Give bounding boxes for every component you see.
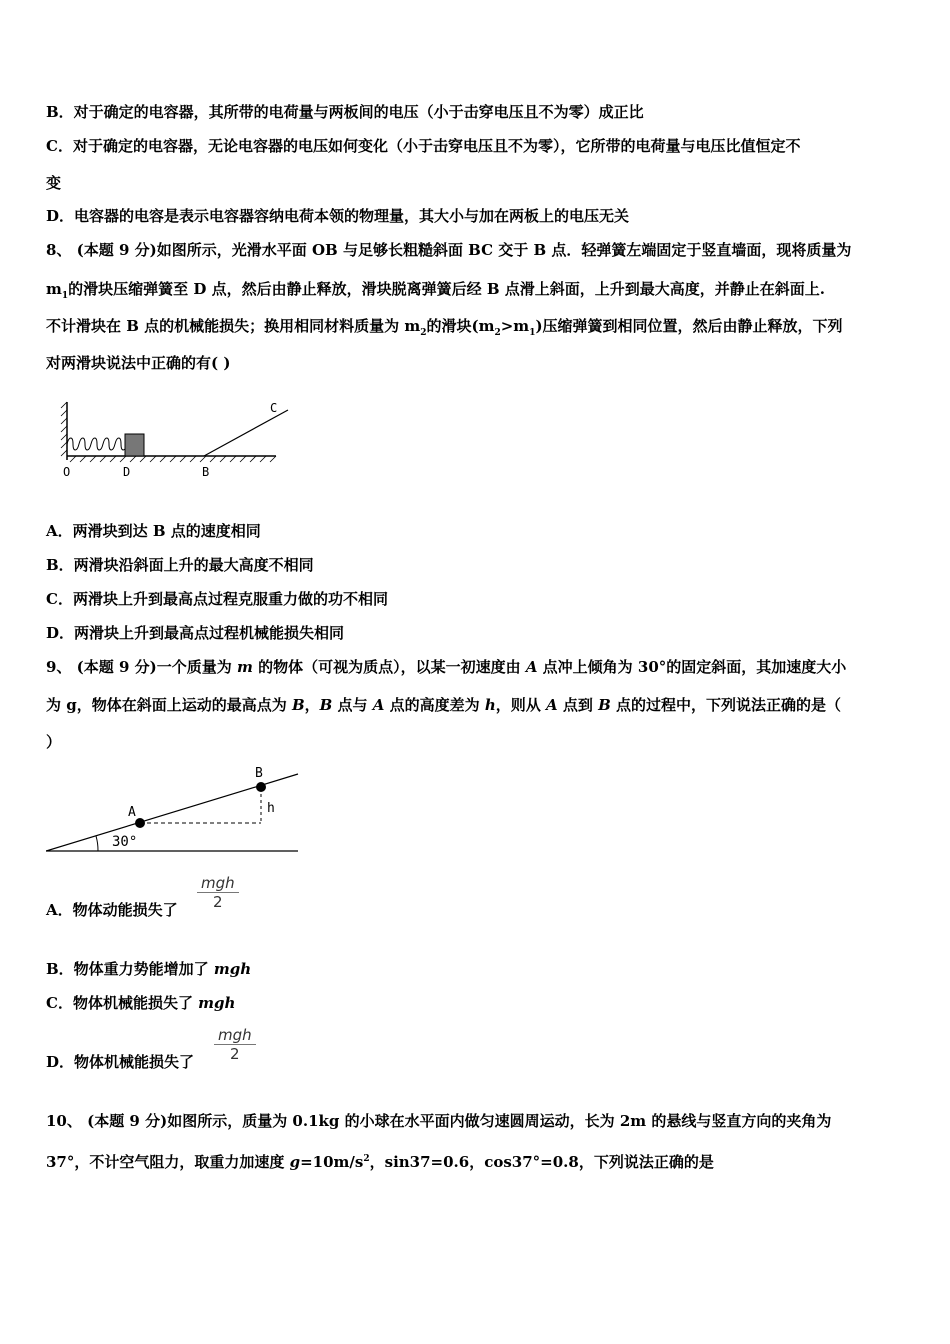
q10-score: (本题 9 分) bbox=[87, 1112, 168, 1130]
q8-text: 如图所示，光滑水平面 OB 与足够长粗糙斜面 BC 交于 B 点．轻弹簧左端固定于竖直墙面，现将质量为 bbox=[156, 241, 852, 259]
option-expr: mgh bbox=[198, 994, 236, 1012]
q9-text: 的物体（可视为质点），以某一初速度由 bbox=[252, 658, 526, 676]
q8-m: m bbox=[46, 280, 62, 298]
q9-text: 为 g，物体在斜面上运动的最高点为 bbox=[46, 696, 292, 714]
q7-option-c-line1: C．对于确定的电容器，无论电容器的电压如何变化（小于击穿电压且不为零），它所带的电荷量与电压比值恒定不 bbox=[46, 137, 801, 155]
q9-text: 点的高度差为 bbox=[384, 696, 485, 714]
q9-text: ， bbox=[304, 696, 320, 714]
q9-var: B bbox=[598, 696, 611, 714]
q9-option-d-fraction bbox=[214, 1026, 256, 1063]
q7-option-d: D．电容器的电容是表示电容器容纳电荷本领的物理量，其大小与加在两板上的电压无关 bbox=[46, 207, 630, 225]
fraction-numerator: mgh bbox=[197, 874, 239, 893]
q9-option-d: D．物体机械能损失了 bbox=[46, 1053, 195, 1071]
q8-sub: 2 bbox=[494, 328, 501, 338]
fraction-numerator: mgh bbox=[214, 1026, 256, 1045]
q8-option-d: D．两滑块上升到最高点过程机械能损失相同 bbox=[46, 624, 345, 642]
q9-var: m bbox=[236, 658, 253, 676]
label-b: B bbox=[255, 766, 263, 781]
label-o: O bbox=[63, 465, 71, 479]
q8-text: 的滑块(m bbox=[426, 317, 495, 335]
q9-text: ，则从 bbox=[495, 696, 547, 714]
q9-number: 9、 bbox=[46, 658, 72, 676]
q9-var: B bbox=[291, 696, 305, 714]
label-h: h bbox=[267, 801, 275, 816]
q9-text: 一个质量为 bbox=[156, 658, 237, 676]
q9-score: (本题 9 分) bbox=[76, 658, 157, 676]
option-text: B．物体重力势能增加了 bbox=[46, 960, 214, 978]
slider-block bbox=[125, 434, 144, 456]
label-a: A bbox=[128, 805, 136, 820]
q8-number: 8、 bbox=[46, 241, 72, 259]
q10-text: ，sin37=0.6，cos37°=0.8，下列说法正确的是 bbox=[369, 1153, 714, 1171]
q10-stem-line1 bbox=[46, 1111, 831, 1131]
option-expr: mgh bbox=[213, 960, 252, 978]
q9-option-a: A．物体动能损失了 bbox=[46, 901, 178, 919]
q9-var: A bbox=[372, 696, 385, 714]
spring-coil bbox=[67, 438, 134, 450]
q8-text: 不计滑块在 B 点的机械能损失；换用相同材料质量为 m bbox=[46, 317, 421, 335]
q9-text: 点与 bbox=[332, 696, 373, 714]
q10-text: 37°，不计空气阻力，取重力加速度 bbox=[46, 1153, 290, 1171]
label-b: B bbox=[202, 465, 210, 479]
q9-var: h bbox=[484, 696, 496, 714]
q7-option-b: B．对于确定的电容器，其所带的电荷量与两板间的电压（小于击穿电压且不为零）成正比 bbox=[46, 103, 644, 121]
q8-option-a: A．两滑块到达 B 点的速度相同 bbox=[46, 522, 261, 540]
q9-stem-line2 bbox=[46, 695, 841, 715]
point-a bbox=[135, 818, 145, 828]
q8-stem-line1 bbox=[46, 240, 851, 260]
q8-stem-line4: 对两滑块说法中正确的有( ) bbox=[46, 354, 231, 372]
q10-text: =10m/s bbox=[300, 1153, 364, 1171]
q8-sub: 1 bbox=[61, 291, 69, 301]
q10-var: g bbox=[289, 1153, 301, 1171]
q8-text: )压缩弹簧到相同位置，然后由静止释放，下列 bbox=[535, 317, 843, 335]
q8-stem-line2 bbox=[46, 279, 825, 306]
label-d: D bbox=[123, 465, 131, 479]
q9-var: A bbox=[525, 658, 538, 676]
q10-stem-line2 bbox=[46, 1149, 714, 1172]
q7-option-c-line2: 变 bbox=[46, 174, 62, 192]
q8-text: >m bbox=[500, 317, 530, 335]
point-b bbox=[256, 782, 266, 792]
q8-option-b: B．两滑块沿斜面上升的最大高度不相同 bbox=[46, 556, 314, 574]
q10-sup: 2 bbox=[363, 1154, 370, 1164]
label-c: C bbox=[270, 401, 278, 415]
q8-spring-incline-figure bbox=[56, 396, 296, 482]
q8-option-c: C．两滑块上升到最高点过程克服重力做的功不相同 bbox=[46, 590, 388, 608]
q9-incline-figure bbox=[46, 762, 300, 858]
q9-stem-line3: ） bbox=[46, 733, 62, 751]
label-angle: 30° bbox=[112, 834, 138, 850]
q9-var: A bbox=[546, 696, 558, 714]
q10-text: 如图所示，质量为 0.1kg 的小球在水平面内做匀速圆周运动，长为 2m 的悬线与竖直方向的夹角为 bbox=[167, 1112, 832, 1130]
q9-text: 点的过程中，下列说法正确的是（ bbox=[610, 696, 842, 714]
option-text: C．物体机械能损失了 bbox=[46, 994, 199, 1012]
q8-score: (本题 9 分) bbox=[76, 241, 157, 259]
q9-option-a-fraction bbox=[197, 874, 239, 911]
q8-text: 的滑块压缩弹簧至 D 点，然后由静止释放，滑块脱离弹簧后经 B 点滑上斜面，上升到最大高度，并静止在斜面上. bbox=[68, 280, 825, 298]
angle-arc bbox=[96, 836, 98, 851]
q9-var: B bbox=[319, 696, 333, 714]
q8-stem-line3 bbox=[46, 316, 843, 343]
q9-text: 点冲上倾角为 30°的固定斜面，其加速度大小 bbox=[537, 658, 847, 676]
q9-text: 点到 bbox=[557, 696, 599, 714]
q10-number: 10、 bbox=[46, 1112, 82, 1130]
fraction-denominator: 2 bbox=[230, 1045, 240, 1063]
q8-sub: 1 bbox=[529, 328, 536, 338]
fraction-denominator: 2 bbox=[213, 893, 223, 911]
q9-stem-line1 bbox=[46, 657, 846, 677]
q8-sub: 2 bbox=[420, 328, 427, 338]
q9-option-c bbox=[46, 993, 235, 1013]
q9-option-b bbox=[46, 959, 251, 979]
